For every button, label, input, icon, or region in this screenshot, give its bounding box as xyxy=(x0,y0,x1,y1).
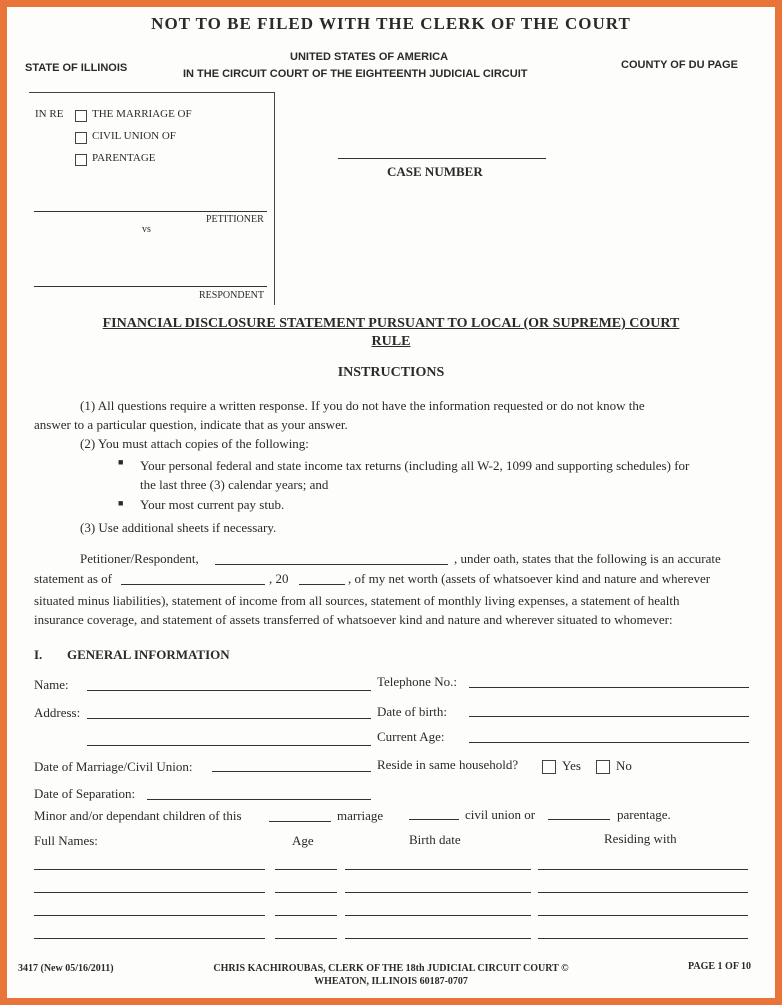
instruction-1-line1: (1) All questions require a written response. If you do not have the information requested or do not know the xyxy=(80,398,645,413)
form-number: 3417 (New 05/16/2011) xyxy=(18,963,114,974)
row-1-name-input[interactable] xyxy=(34,869,265,870)
children-marriage-input[interactable] xyxy=(269,821,331,822)
footer-clerk: CHRIS KACHIROUBAS, CLERK OF THE 18th JUDICIAL CIRCUIT COURT © xyxy=(213,963,569,974)
dob-input[interactable] xyxy=(469,716,749,717)
row-1-age-input[interactable] xyxy=(275,869,337,870)
row-4-age-input[interactable] xyxy=(275,938,337,939)
instruction-2-item-1 xyxy=(140,456,760,494)
parentage-checkbox[interactable] xyxy=(75,154,87,166)
court-state: STATE OF ILLINOIS xyxy=(25,62,128,74)
household-no-checkbox[interactable] xyxy=(596,760,610,774)
row-2-birthdate-input[interactable] xyxy=(345,892,531,893)
oath-text-1: , under oath, states that the following is an accurate xyxy=(454,551,721,566)
col-birth-date: Birth date xyxy=(409,832,461,847)
form-title-line2: RULE xyxy=(371,334,411,349)
instruction-1 xyxy=(34,396,744,434)
children-parentage-input[interactable] xyxy=(548,819,610,820)
children-marriage-label: marriage xyxy=(337,808,384,823)
row-4-name-input[interactable] xyxy=(34,938,265,939)
instruction-3: (3) Use additional sheets if necessary. xyxy=(80,520,277,535)
page-indicator: PAGE 1 OF 10 xyxy=(688,961,752,972)
row-4-residing-input[interactable] xyxy=(538,938,748,939)
telephone-input[interactable] xyxy=(469,687,749,688)
name-label: Name: xyxy=(34,677,69,692)
row-4-birthdate-input[interactable] xyxy=(345,938,531,939)
oath-statement-label: statement as of xyxy=(34,571,112,586)
in-re-label: IN RE xyxy=(35,108,64,120)
row-2-residing-input[interactable] xyxy=(538,892,748,893)
oath-party-label: Petitioner/Respondent, xyxy=(80,551,199,566)
row-2-name-input[interactable] xyxy=(34,892,265,893)
instructions-heading: INSTRUCTIONS xyxy=(337,365,445,380)
oath-line-4: insurance coverage, and statement of assets transferred of whatsoever kind and nature and wherever situated to whomever: xyxy=(34,612,673,627)
vs-label: vs xyxy=(142,224,151,235)
footer-address: WHEATON, ILLINOIS 60187-0707 xyxy=(314,976,468,987)
instruction-1-line2: answer to a particular question, indicate that as your answer. xyxy=(34,417,348,432)
respondent-line[interactable] xyxy=(34,286,267,287)
household-yes-checkbox[interactable] xyxy=(542,760,556,774)
instruction-2-item-2: Your most current pay stub. xyxy=(140,497,285,512)
item-1-line1: Your personal federal and state income tax returns (including all W-2, 1099 and supporting schedules) for xyxy=(140,458,690,473)
oath-name-line[interactable] xyxy=(215,564,448,565)
bullet-2: ■ xyxy=(118,498,124,508)
children-label: Minor and/or dependant children of this xyxy=(34,808,242,823)
form-title-line1: FINANCIAL DISCLOSURE STATEMENT PURSUANT TO LOCAL (OR SUPREME) COURT xyxy=(102,316,680,331)
col-age: Age xyxy=(292,833,314,848)
form-title xyxy=(7,315,775,351)
instruction-2: (2) You must attach copies of the following: xyxy=(80,436,309,451)
address-label: Address: xyxy=(34,705,81,720)
separation-input[interactable] xyxy=(147,799,371,800)
household-yes-label: Yes xyxy=(562,758,581,773)
parentage-label: PARENTAGE xyxy=(92,152,156,164)
address-input[interactable] xyxy=(87,718,371,719)
header-banner: NOT TO BE FILED WITH THE CLERK OF THE COURT xyxy=(151,14,631,33)
separation-label: Date of Separation: xyxy=(34,786,136,801)
children-civil-union-input[interactable] xyxy=(409,819,459,820)
row-1-residing-input[interactable] xyxy=(538,869,748,870)
section-1-number: I. xyxy=(34,647,43,662)
row-1-birthdate-input[interactable] xyxy=(345,869,531,870)
civil-union-label: CIVIL UNION OF xyxy=(92,130,176,142)
col-residing-with: Residing with xyxy=(604,831,677,846)
marriage-date-input[interactable] xyxy=(212,771,371,772)
respondent-label: RESPONDENT xyxy=(199,290,265,301)
caption-box xyxy=(29,92,275,305)
section-1-heading: GENERAL INFORMATION xyxy=(67,647,230,662)
marriage-date-label: Date of Marriage/Civil Union: xyxy=(34,759,193,774)
oath-line-3: situated minus liabilities), statement of income from all sources, statement of monthly living expenses, a statement of health xyxy=(34,593,680,608)
oath-text-5 xyxy=(34,591,774,629)
court-name: IN THE CIRCUIT COURT OF THE EIGHTEENTH JUDICIAL CIRCUIT xyxy=(183,68,528,80)
row-2-age-input[interactable] xyxy=(275,892,337,893)
telephone-label: Telephone No.: xyxy=(377,674,457,689)
row-3-birthdate-input[interactable] xyxy=(345,915,531,916)
oath-year-line[interactable] xyxy=(299,584,345,585)
row-3-name-input[interactable] xyxy=(34,915,265,916)
col-full-names: Full Names: xyxy=(34,833,98,848)
current-age-label: Current Age: xyxy=(377,729,445,744)
oath-year-prefix: , 20 xyxy=(269,571,289,586)
marriage-label: THE MARRIAGE OF xyxy=(92,108,192,120)
children-parentage-label: parentage. xyxy=(617,807,671,822)
oath-date-line[interactable] xyxy=(121,584,265,585)
petitioner-label: PETITIONER xyxy=(206,214,264,225)
oath-text-4: , of my net worth (assets of whatsoever kind and nature and wherever xyxy=(348,571,711,586)
case-number-label: CASE NUMBER xyxy=(387,164,483,179)
civil-union-checkbox[interactable] xyxy=(75,132,87,144)
case-number-line[interactable] xyxy=(338,158,546,159)
row-3-residing-input[interactable] xyxy=(538,915,748,916)
current-age-input[interactable] xyxy=(469,742,749,743)
household-no-label: No xyxy=(616,758,632,773)
form-page xyxy=(7,7,775,998)
address-input-2[interactable] xyxy=(87,745,371,746)
marriage-checkbox[interactable] xyxy=(75,110,87,122)
court-county: COUNTY OF DU PAGE xyxy=(621,59,738,71)
row-3-age-input[interactable] xyxy=(275,915,337,916)
dob-label: Date of birth: xyxy=(377,704,448,719)
bullet-1: ■ xyxy=(118,457,124,467)
household-label: Reside in same household? xyxy=(377,757,519,772)
name-input[interactable] xyxy=(87,690,371,691)
petitioner-line[interactable] xyxy=(34,211,267,212)
court-country: UNITED STATES OF AMERICA xyxy=(290,51,449,63)
item-1-line2: the last three (3) calendar years; and xyxy=(140,477,329,492)
children-civil-union-label: civil union or xyxy=(465,807,536,822)
